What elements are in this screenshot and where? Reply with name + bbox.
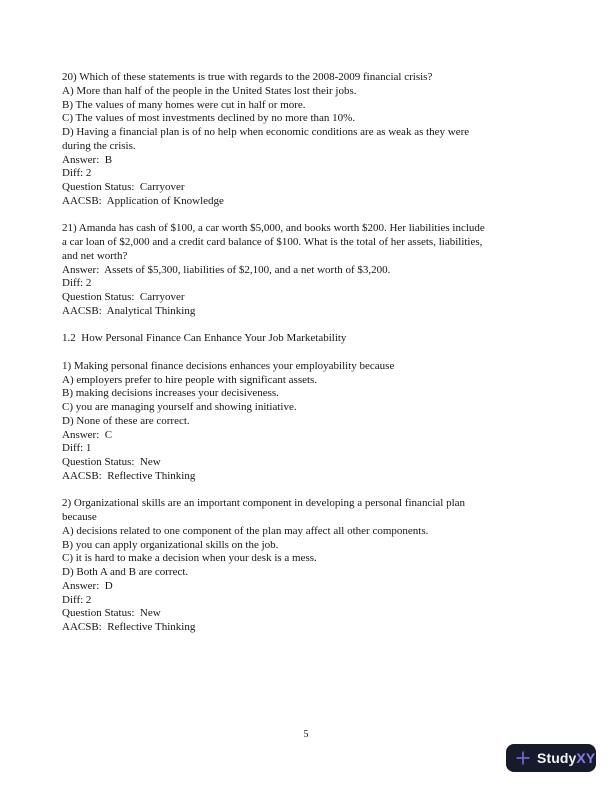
text-line: C) it is hard to make a decision when your desk is a mess. bbox=[62, 552, 317, 565]
text-line: 20) Which of these statements is true with regards to the 2008-2009 financial crisis? bbox=[62, 71, 433, 83]
page-number: 5 bbox=[303, 729, 309, 740]
text-line: Answer: Assets of $5,300, liabilities of $2,100, and a net worth of $3,200. bbox=[62, 263, 391, 276]
text-line: Question Status: New bbox=[62, 607, 161, 620]
text-line: 21) Amanda has cash of $100, a car worth $5,000, and books worth $200. Her liabilities include bbox=[62, 222, 485, 235]
text-line: D) Both A and B are correct. bbox=[62, 566, 189, 578]
text-line: Answer: B bbox=[62, 153, 113, 166]
text-line: Question Status: Carryover bbox=[62, 181, 185, 193]
text-line: Diff: 2 bbox=[62, 277, 92, 290]
text-line: during the crisis. bbox=[62, 139, 136, 152]
plus-icon bbox=[515, 750, 531, 766]
text-line: AACSB: Application of Knowledge bbox=[62, 194, 224, 207]
text-line: Diff: 2 bbox=[62, 593, 92, 606]
text-line: D) None of these are correct. bbox=[62, 414, 190, 427]
question-block bbox=[62, 497, 562, 635]
text-line: Question Status: Carryover bbox=[62, 291, 185, 303]
text-line: B) The values of many homes were cut in half or more. bbox=[62, 98, 306, 111]
text-line: Answer: D bbox=[62, 579, 113, 592]
text-line: B) making decisions increases your decisiveness. bbox=[62, 387, 279, 400]
section-heading bbox=[62, 332, 562, 346]
text-line: AACSB: Analytical Thinking bbox=[62, 304, 196, 317]
text-line: B) you can apply organizational skills on the job. bbox=[62, 538, 279, 551]
text-line: C) you are managing yourself and showing initiative. bbox=[62, 401, 297, 413]
brand-wordmark bbox=[537, 744, 595, 772]
text-line: AACSB: Reflective Thinking bbox=[62, 469, 196, 482]
text-line: C) The values of most investments declined by no more than 10%. bbox=[62, 112, 356, 125]
text-line: 1.2 How Personal Finance Can Enhance Your Job Marketability bbox=[62, 332, 347, 345]
text-line: A) More than half of the people in the United States lost their jobs. bbox=[62, 84, 357, 97]
text-line: Question Status: New bbox=[62, 456, 161, 468]
text-line: Diff: 2 bbox=[62, 167, 92, 180]
brand-study-text: Study bbox=[537, 750, 577, 766]
document-content bbox=[62, 71, 562, 635]
studyxy-logo[interactable] bbox=[506, 744, 596, 772]
text-line: 2) Organizational skills are an important component in developing a personal financial plan bbox=[62, 497, 466, 510]
text-line: AACSB: Reflective Thinking bbox=[62, 621, 196, 633]
question-block bbox=[62, 222, 562, 318]
text-line: A) employers prefer to hire people with significant assets. bbox=[62, 373, 318, 386]
text-line: 1) Making personal finance decisions enhances your employability because bbox=[62, 359, 395, 372]
text-line: and net worth? bbox=[62, 249, 128, 262]
text-line: A) decisions related to one component of the plan may affect all other components. bbox=[62, 524, 429, 537]
text-line: Answer: C bbox=[62, 428, 113, 441]
text-line: Diff: 1 bbox=[62, 442, 92, 455]
text-line: a car loan of $2,000 and a credit card balance of $100. What is the total of her assets, liabilities, bbox=[62, 236, 483, 248]
brand-xy-text: XY bbox=[576, 750, 596, 766]
text-line: D) Having a financial plan is of no help when economic conditions are as weak as they were bbox=[62, 126, 470, 138]
text-line: because bbox=[62, 511, 97, 523]
question-block bbox=[62, 71, 562, 209]
question-block bbox=[62, 360, 562, 484]
